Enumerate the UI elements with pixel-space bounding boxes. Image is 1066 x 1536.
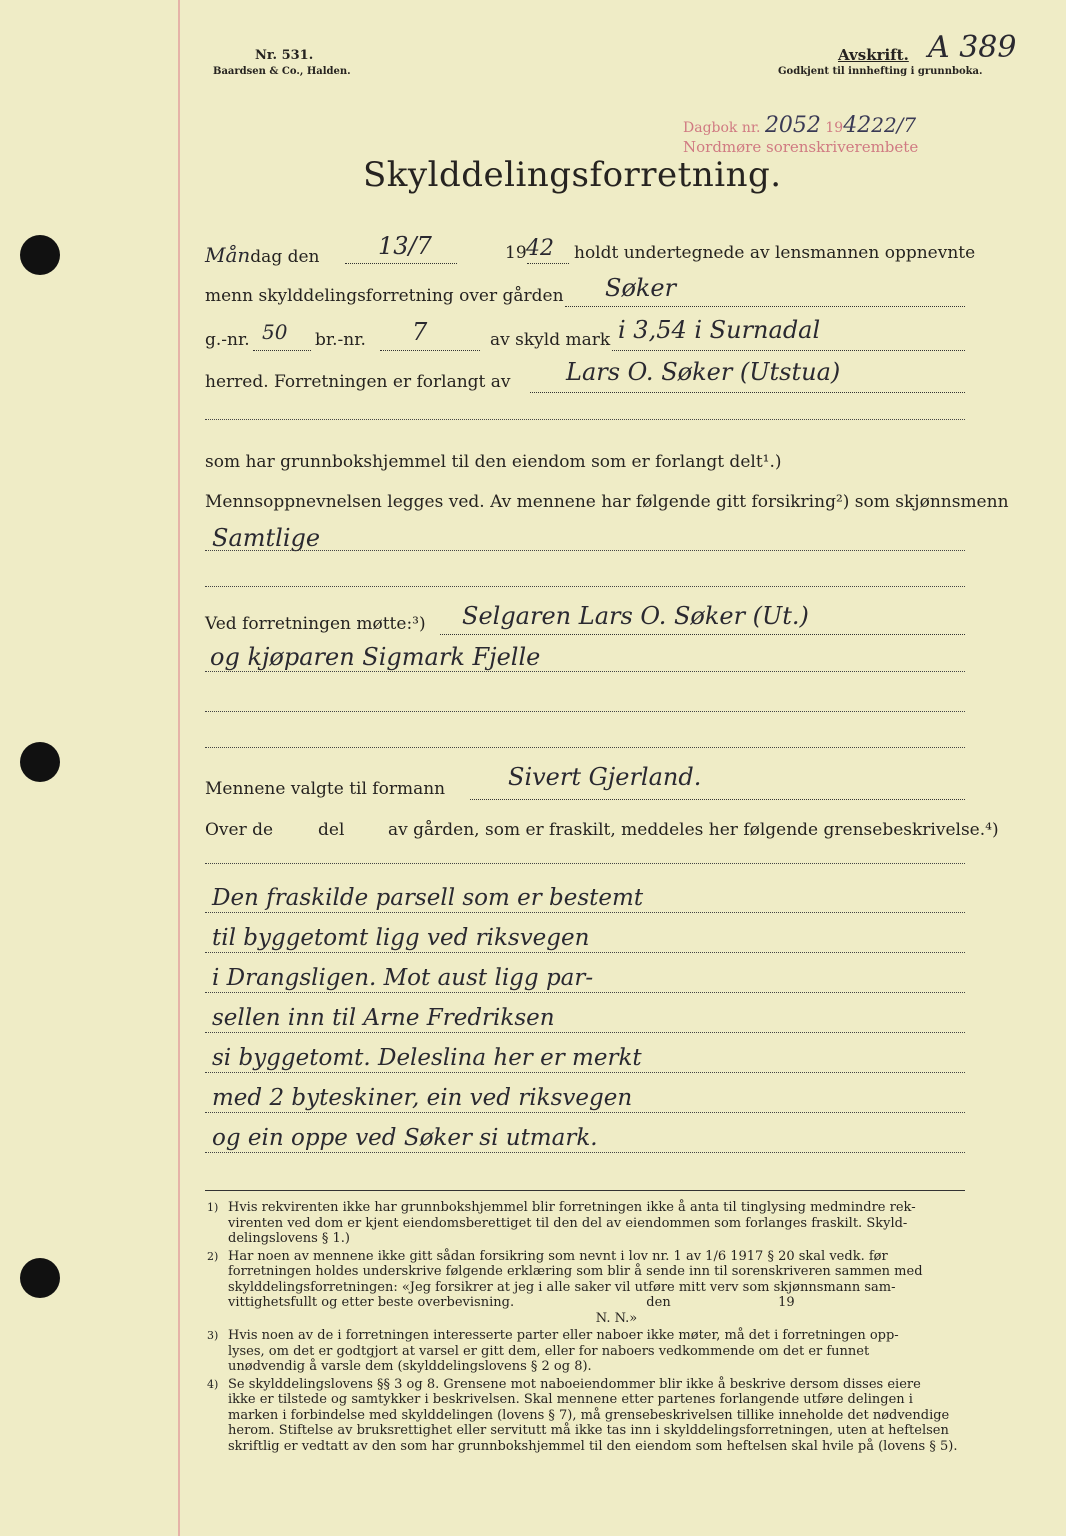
footnote-number: 4): [207, 1377, 219, 1391]
footnote-line: ikke er tilstede og samtykker i beskrivelsen. Skal mennene etter partenes forlangende utføre delingen i: [228, 1392, 913, 1407]
gnr-label: g.-nr.: [205, 330, 250, 350]
punch-hole: [20, 1258, 60, 1298]
hw-chairman: Sivert Gjerland.: [508, 763, 702, 791]
hw-year: 42: [526, 236, 554, 261]
stamp-date: 22/7: [871, 113, 917, 137]
diary-stamp-line2: Nordmøre sorenskriverembete: [683, 138, 919, 156]
fill-line: [440, 633, 965, 635]
ruled-line: [205, 549, 965, 551]
ruled-line: [205, 710, 965, 712]
hw-bnr: 7: [412, 318, 428, 346]
ruled-line: [205, 585, 965, 587]
form-line-2: menn skylddelingsforretning over gården: [205, 286, 564, 306]
form-line-4: herred. Forretningen er forlangt av: [205, 372, 511, 392]
hw-description-line: med 2 byteskiner, ein ved riksvegen: [212, 1085, 633, 1111]
stamp-prefix: Dagbok nr.: [683, 120, 761, 136]
footnote-line: N. N.»: [228, 1310, 638, 1326]
copy-label: Avskrift.: [838, 46, 909, 64]
ruled-line: [205, 1031, 965, 1033]
footnote-line: Hvis rekvirenten ikke har grunnbokshjemmel blir forretningen ikke å anta til tinglysing medmindre rek-: [228, 1200, 916, 1215]
ruled-line: [205, 746, 965, 748]
form-line-1b: holdt undertegnede av lensmannen oppnevnte: [574, 243, 976, 263]
publisher: Baardsen & Co., Halden.: [213, 66, 351, 77]
diary-number: 2052: [764, 113, 821, 138]
margin-line: [178, 0, 180, 1536]
skyld-label: av skyld mark: [490, 330, 611, 350]
fill-line: [565, 305, 965, 307]
bnr-label: br.-nr.: [315, 330, 366, 350]
hw-samtlige: Samtlige: [212, 524, 321, 552]
ruled-line: [205, 670, 965, 672]
hw-attendees-2: og kjøparen Sigmark Fjelle: [210, 643, 541, 671]
footnote-line: forretningen holdes underskrive følgende erklæring som blir å sende inn til sorenskriveren sammen med: [228, 1264, 923, 1279]
footnote-line: virenten ved dom er kjent eiendomsberettiget til den del av eiendommen som forlanges fraskilt. Skyld-: [228, 1215, 908, 1231]
footnote-number: 3): [207, 1329, 219, 1342]
ruled-line: [205, 1151, 965, 1153]
footnote-line: Se skylddelingslovens §§ 3 og 8. Grensene mot naboeiendommer blir ikke å beskrive dersom disses eiere: [228, 1376, 921, 1392]
ruled-line: [205, 862, 965, 864]
form-line-7: Mennsoppnevnelsen legges ved. Av mennene har følgende gitt forsikring²) som skjønnsmenn: [205, 492, 1009, 512]
hw-date: 13/7: [378, 232, 432, 260]
footnote-divider: [205, 1190, 965, 1191]
year-prefix: 19: [505, 243, 527, 263]
hw-attendees-1: Selgaren Lars O. Søker (Ut.): [462, 602, 809, 630]
hw-skyld: i 3,54 i Surnadal: [618, 316, 821, 344]
hw-requester: Lars O. Søker (Utstua): [566, 358, 841, 386]
ruled-line: [205, 951, 965, 953]
hw-description-line: si byggetomt. Deleslina her er merkt: [212, 1045, 642, 1071]
document-title: Skylddelingsforretning.: [363, 155, 782, 195]
form-line-12a: Over de: [205, 820, 274, 840]
form-line-11: Mennene valgte til formann: [205, 779, 446, 799]
hw-description-line: til byggetomt ligg ved riksvegen: [212, 925, 590, 951]
ruled-line: [205, 991, 965, 993]
footnote-line: Hvis noen av de i forretningen interesserte parter eller naboer ikke møter, må det i forretningen opp-: [228, 1328, 899, 1343]
footnote-number: 1): [207, 1201, 219, 1214]
diary-stamp-line1: [683, 113, 916, 138]
stamp-year: 42: [843, 113, 872, 138]
footnote-line: delingslovens § 1.): [228, 1231, 351, 1246]
fill-line: [612, 349, 965, 351]
ruled-line: [205, 418, 965, 420]
hw-description-line: og ein oppe ved Søker si utmark.: [212, 1125, 598, 1151]
footnote-line: marken i forbindelse med skylddelingen (lovens § 7), må grensebeskrivelsen tillike inneholde det nødvendige: [228, 1407, 950, 1423]
ruled-line: [205, 1111, 965, 1113]
ruled-line: [205, 1071, 965, 1073]
footnote-line: unødvendig å varsle dem (skylddelingslovens § 2 og 8).: [228, 1359, 592, 1374]
stamp-year-prefix: 19: [825, 120, 844, 136]
hw-weekday: Mån: [205, 243, 251, 267]
footnote-line: vittighetsfullt og etter beste overbevisning. den 19: [228, 1295, 795, 1310]
approval-note: Godkjent til innhefting i grunnboka.: [778, 66, 983, 77]
fill-line: [345, 262, 457, 264]
fill-line: [527, 262, 569, 264]
form-line-6: som har grunnbokshjemmel til den eiendom som er forlangt delt¹.): [205, 452, 782, 472]
punch-hole: [20, 235, 60, 275]
hw-description-line: Den fraskilde parsell som er bestemt: [212, 885, 644, 911]
hw-description-line: i Drangsligen. Mot aust ligg par-: [212, 965, 594, 991]
footnote-number: 2): [207, 1249, 219, 1263]
fill-line: [470, 798, 965, 800]
footnote-line: herom. Stiftelse av bruksrettighet eller servitutt må ikke tas inn i skylddelingsforretningen, uten at heftelsen: [228, 1423, 949, 1438]
hw-gnr: 50: [262, 320, 288, 344]
form-line-12c: av gården, som er fraskilt, meddeles her følgende grensebeskrivelse.⁴): [388, 820, 999, 840]
page-number: A 389: [928, 30, 1017, 65]
form-line-1: [205, 243, 320, 267]
footnote-line: skylddelingsforretningen: «Jeg forsikrer at jeg i alle saker vil utføre mitt verv som skjønnsmann sam-: [228, 1279, 896, 1295]
hw-farm: Søker: [605, 274, 677, 302]
fill-line: [380, 349, 480, 351]
fill-line: [530, 391, 965, 393]
ruled-line: [205, 911, 965, 913]
footnote-line: Har noen av mennene ikke gitt sådan forsikring som nevnt i lov nr. 1 av 1/6 1917 § 20 skal vedk. før: [228, 1248, 888, 1264]
footnote-line: skriftlig er vedtatt av den som har grunnbokshjemmel til den eiendom som heftelsen skal hvile på (lovens § 5).: [228, 1438, 958, 1454]
form-line-12b: del: [318, 820, 345, 840]
punch-hole: [20, 742, 60, 782]
fill-line: [253, 349, 311, 351]
label-day: dag den: [250, 247, 320, 267]
footnote-line: lyses, om det er godtgjort at varsel er gitt dem, eller for naboers vedkommende om det er funnet: [228, 1343, 870, 1359]
form-number: Nr. 531.: [255, 48, 314, 63]
form-line-9: Ved forretningen møtte:³): [205, 614, 426, 634]
hw-description-line: sellen inn til Arne Fredriksen: [212, 1005, 555, 1031]
